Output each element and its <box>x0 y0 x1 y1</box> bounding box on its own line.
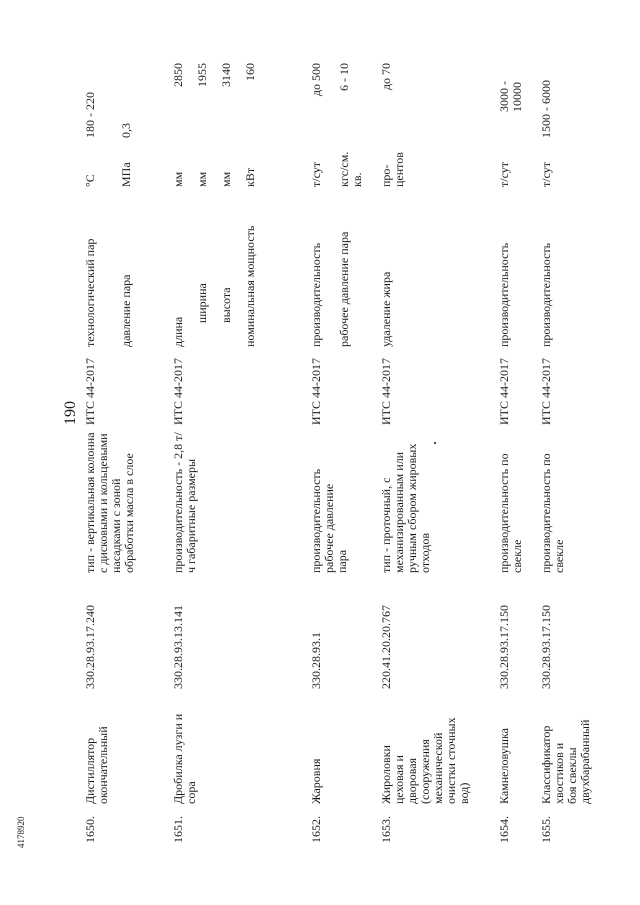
parameter-unit: кгс/см. кв. <box>337 151 364 187</box>
table-row-1654 <box>498 38 528 843</box>
parameter-value: 1500 - 6000 <box>539 80 553 138</box>
table-row-1655 <box>539 38 592 843</box>
equipment-description: производительность рабочее давление пара <box>309 468 349 573</box>
okpd-code: 330.28.93.17.150 <box>497 605 511 689</box>
parameter-unit: °С <box>83 174 97 187</box>
its-reference: ИТС 44-2017 <box>171 358 185 425</box>
parameter-unit: т/сут <box>539 162 553 187</box>
row-number: 1654. <box>497 816 511 843</box>
equipment-description: производительность по свекле <box>497 453 524 573</box>
okpd-code: 220.41.20.20.767 <box>379 605 393 689</box>
row-number: 1650. <box>83 816 97 843</box>
parameter-unit: МПа <box>119 162 133 187</box>
parameter-unit: мм <box>171 171 185 187</box>
parameter-unit: т/сут <box>309 162 323 187</box>
equipment-name: Жироловки цеховая и дворовая (сооружения механической очистки сточных вод) <box>379 717 471 804</box>
parameter-name: производительность <box>497 242 511 347</box>
row-number: 1653. <box>379 816 393 843</box>
row-number: 1651. <box>171 816 185 843</box>
parameter-name: производительность <box>309 242 323 347</box>
its-reference: ИТС 44-2017 <box>309 358 323 425</box>
document-code: 4178920 <box>16 816 26 848</box>
equipment-name: Жаровня <box>309 758 323 804</box>
equipment-name: Дистиллятор окончательный <box>83 726 110 804</box>
parameter-value: 1955 <box>195 63 209 87</box>
parameter-value: 6 - 10 <box>337 63 351 91</box>
parameter-name: высота <box>219 287 233 323</box>
parameter-value: 160 <box>243 63 257 81</box>
equipment-description: производительность по свекле <box>539 453 566 573</box>
parameter-value: 0,3 <box>119 123 133 138</box>
equipment-name: Камнеловушка <box>497 728 511 804</box>
parameter-name: номинальная мощность <box>243 225 257 347</box>
parameter-value: 180 - 220 <box>83 92 97 138</box>
parameter-unit: кВт <box>243 167 257 187</box>
table-row-1650 <box>84 38 168 843</box>
equipment-description: тип - проточный, с механизированным или ручным сбором жировых отходов <box>379 443 432 573</box>
okpd-code: 330.28.93.1 <box>309 632 323 689</box>
equipment-description: производительность - 2,8 т/ч габаритные размеры <box>171 432 198 573</box>
parameter-unit: мм <box>195 171 209 187</box>
parameter-value: 3000 - 10000 <box>497 81 524 112</box>
its-reference: ИТС 44-2017 <box>379 358 393 425</box>
okpd-code: 330.28.93.17.240 <box>83 605 97 689</box>
table-row-1651 <box>172 38 290 843</box>
its-reference: ИТС 44-2017 <box>497 358 511 425</box>
parameter-unit: про-центов <box>379 152 406 187</box>
equipment-name: Классификатор хвостиков и боя свеклы двухбарабанный <box>539 719 592 804</box>
okpd-code: 330.28.93.13.141 <box>171 605 185 689</box>
row-number: 1655. <box>539 816 553 843</box>
its-reference: ИТС 44-2017 <box>539 358 553 425</box>
table-page <box>62 38 592 843</box>
its-reference: ИТС 44-2017 <box>83 358 97 425</box>
parameter-name: длина <box>171 316 185 347</box>
parameter-value: до 500 <box>309 63 323 97</box>
parameter-name: производительность <box>539 242 553 347</box>
parameter-unit: мм <box>219 171 233 187</box>
row-number: 1652. <box>309 816 323 843</box>
equipment-name: Дробилка лузги и сора <box>171 713 198 804</box>
parameter-name: рабочее давление пара <box>337 231 351 347</box>
equipment-description: тип - вертикальная колонна с дисковыми и кольцевыми насадками с зоной обработки масла в слое <box>83 432 136 573</box>
okpd-code: 330.28.93.17.150 <box>539 605 553 689</box>
table-row-1653 <box>380 38 480 843</box>
page-number: 190 <box>62 401 79 425</box>
parameter-name: ширина <box>195 283 209 323</box>
table-row-1652 <box>310 38 376 843</box>
parameter-value: 2850 <box>171 63 185 87</box>
parameter-name: удаление жира <box>379 271 393 347</box>
parameter-name: давление пара <box>119 274 133 347</box>
parameter-value: 3140 <box>219 63 233 87</box>
parameter-unit: т/сут <box>497 162 511 187</box>
parameter-name: технологический пар <box>83 238 97 347</box>
parameter-value: до 70 <box>379 63 393 91</box>
